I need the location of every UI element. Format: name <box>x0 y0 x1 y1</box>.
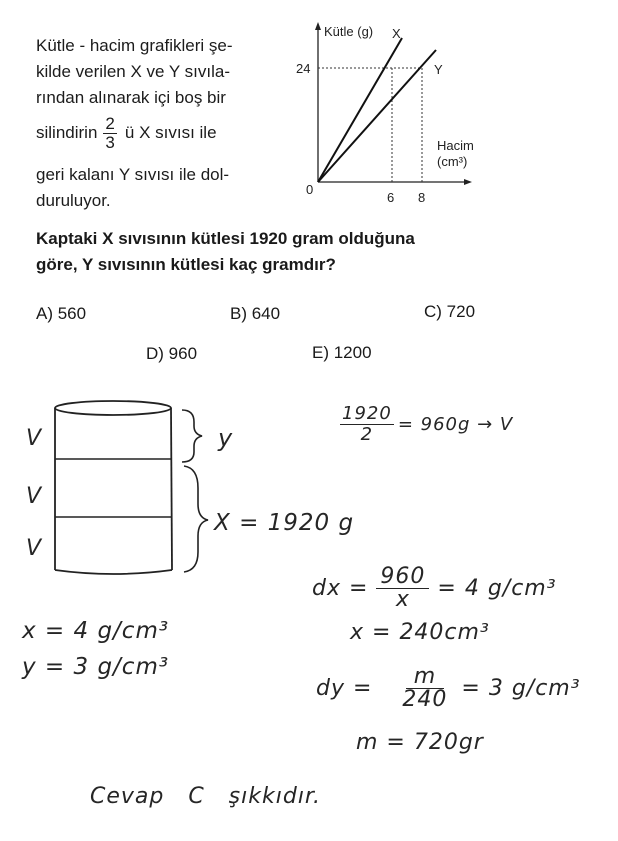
x-axis-arrow <box>464 179 472 185</box>
calc-dx <box>312 566 557 611</box>
y-axis-label: Kütle (g) <box>324 24 374 39</box>
v-mark-3: V <box>26 536 43 561</box>
dx-fraction <box>376 566 429 611</box>
dx-lhs: dx = <box>312 576 369 601</box>
calc-dy <box>316 666 581 711</box>
v-mark-1: V <box>26 426 43 451</box>
cylinder-bottom <box>55 570 172 574</box>
y-tick-24: 24 <box>296 61 311 76</box>
problem-line-4-post: ü X sıvısı ile <box>124 122 217 142</box>
question-line-1: Kaptaki X sıvısının kütlesi 1920 gram olduğuna <box>36 229 415 248</box>
option-a[interactable]: A) 560 <box>36 304 87 323</box>
mass-result: m = 720gr <box>356 730 484 755</box>
fraction-numerator: 2 <box>105 114 115 133</box>
cylinder-top <box>55 401 171 415</box>
x-axis-label-hacim: Hacim <box>437 138 474 153</box>
cylinder-sketch <box>48 396 218 582</box>
problem-line-4-pre: silindirin <box>36 122 98 142</box>
line-y-label: Y <box>434 62 443 77</box>
mass-volume-graph <box>290 14 490 209</box>
x-axis-label-unit: (cm³) <box>437 154 468 169</box>
cylinder-label-y: y <box>218 424 234 452</box>
option-b[interactable]: B) 640 <box>230 304 281 323</box>
dy-fraction <box>402 666 447 711</box>
origin-label: 0 <box>306 182 314 197</box>
problem-line-4 <box>36 115 276 152</box>
problem-line-6: duruluyor. <box>36 191 111 210</box>
cylinder-label-x: X = 1920 g <box>214 510 355 536</box>
problem-line-5: geri kalanı Y sıvısı ile dol- <box>36 165 230 184</box>
answer-note: Cevap C şıkkıdır. <box>90 784 321 809</box>
calc-half-volume <box>340 404 513 445</box>
brace-x <box>184 466 208 572</box>
calc1-denominator: 2 <box>360 424 374 445</box>
calc1-numerator: 1920 <box>342 403 392 424</box>
problem-line-1: Kütle - hacim grafikleri şe- <box>36 36 233 55</box>
option-c[interactable]: C) 720 <box>424 302 476 321</box>
dx-rhs: = 4 g/cm³ <box>437 576 557 601</box>
dx-numerator: 960 <box>376 566 429 589</box>
v-mark-2: V <box>26 484 43 509</box>
line-x <box>318 38 402 182</box>
question-line-2: göre, Y sıvısının kütlesi kaç gramdır? <box>36 255 336 274</box>
calc1-fraction <box>340 404 394 445</box>
problem-line-3: rından alınarak içi boş bir <box>36 88 226 107</box>
problem-line-2: kilde verilen X ve Y sıvıla- <box>36 62 231 81</box>
density-y: y = 3 g/cm³ <box>22 654 170 680</box>
option-e[interactable]: E) 1200 <box>312 343 372 362</box>
calc1-result: = 960g → V <box>397 414 514 435</box>
x-tick-8: 8 <box>418 190 426 205</box>
dy-numerator: m <box>406 666 444 689</box>
problem-text <box>36 33 276 214</box>
density-x: x = 4 g/cm³ <box>22 618 170 644</box>
option-d[interactable]: D) 960 <box>146 344 198 363</box>
line-y <box>318 50 436 182</box>
fraction-two-thirds <box>103 115 116 152</box>
dx-denominator: x <box>395 587 410 612</box>
dy-lhs: dy = <box>316 676 373 701</box>
x-volume: x = 240cm³ <box>350 620 490 645</box>
dy-rhs: = 3 g/cm³ <box>461 676 581 701</box>
brace-y <box>182 410 202 462</box>
cylinder-right-wall <box>171 408 172 570</box>
x-tick-6: 6 <box>387 190 395 205</box>
fraction-denominator: 3 <box>105 133 115 152</box>
dy-denominator: 240 <box>402 687 448 712</box>
question <box>36 226 596 278</box>
line-x-label: X <box>392 26 401 41</box>
y-axis-arrow <box>315 22 321 30</box>
